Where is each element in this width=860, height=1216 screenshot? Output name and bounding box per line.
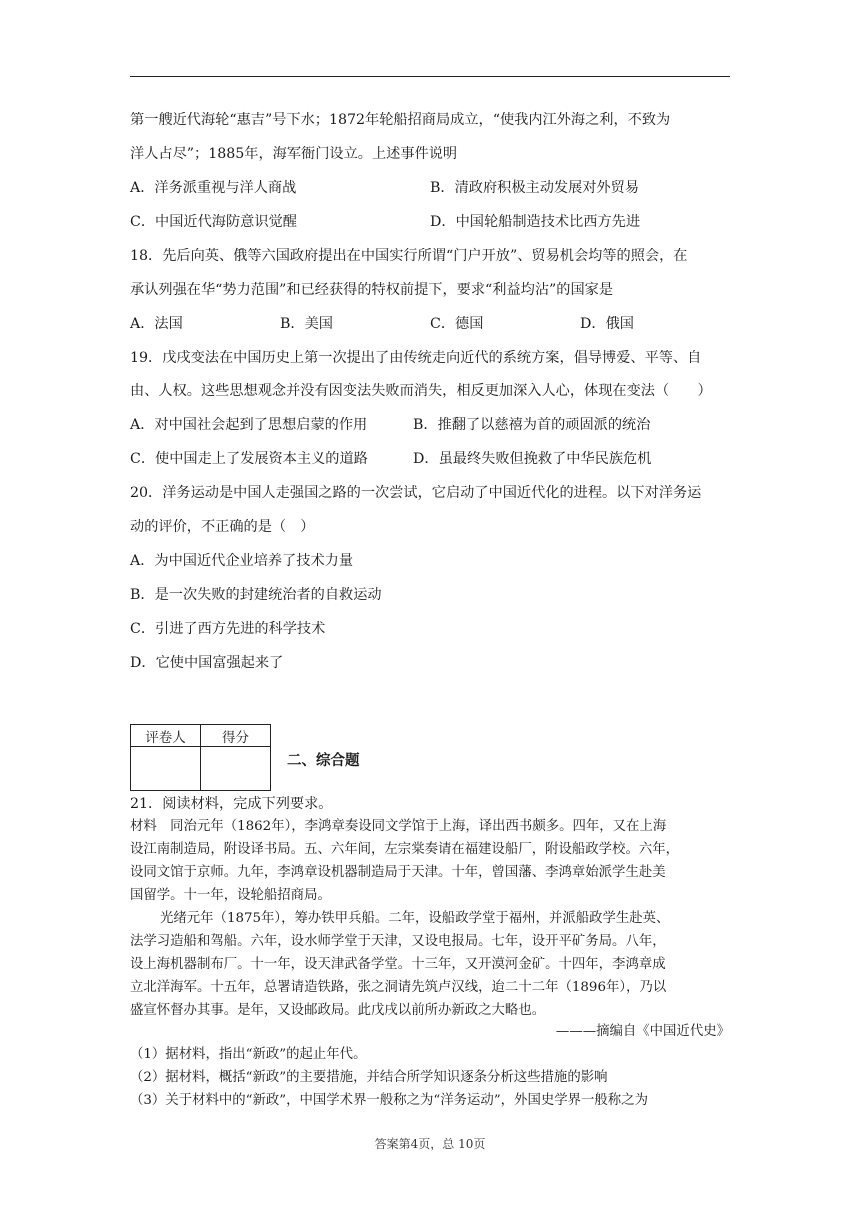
reviewer-header: 评卷人 xyxy=(131,725,201,747)
q19-stem-line1: 19．戊戌变法在中国历史上第一次提出了由传统走向近代的系统方案，倡导博爱、平等、自 xyxy=(130,350,702,366)
material-source: ———摘编自《中国近代史》 xyxy=(555,1024,730,1039)
q18-stem-line2: 承认列强在华“势力范围”和已经获得的特权前提下，要求“利益均沾”的国家是 xyxy=(130,282,614,298)
material-line: 盛宣怀督办其事。是年，又设邮政局。此戊戌以前所办新政之大略也。 xyxy=(130,1003,546,1018)
sub-question-3: （3）关于材料中的“新政”，中国学术界一般称之为“洋务运动”，外国史学界一般称之为 xyxy=(130,1093,648,1108)
q20-stem-line1: 20．洋务运动是中国人走强国之路的一次尝试，它启动了中国近代化的进程。以下对洋务运 xyxy=(130,485,702,501)
q20-stem-line2: 动的评价，不正确的是（ ） xyxy=(130,519,315,535)
header-rule xyxy=(130,76,730,77)
score-table xyxy=(130,724,271,791)
q20-option-d: D．它使中国富强起来了 xyxy=(130,655,284,671)
material-line: 设江南制造局，附设译书局。五、六年间，左宗棠奏请在福建设船厂，附设船政学校。六年， xyxy=(130,842,680,857)
q18-stem-line1: 18．先后向英、俄等六国政府提出在中国实行所谓“门户开放”、贸易机会均等的照会，在 xyxy=(130,248,688,264)
q18-option-c: C．德国 xyxy=(430,316,484,332)
q18-option-a: A．法国 xyxy=(130,316,183,332)
q20-option-b: B．是一次失败的封建统治者的自救运动 xyxy=(130,587,382,603)
q20-option-c: C．引进了西方先进的科学技术 xyxy=(130,621,326,637)
q17-option-c: C．中国近代海防意识觉醒 xyxy=(130,214,297,230)
q17-stem-line1: 第一艘近代海轮“惠吉”号下水；1872年轮船招商局成立，“使我内江外海之利，不致为 xyxy=(130,112,671,128)
q19-option-a: A．对中国社会起到了思想启蒙的作用 xyxy=(130,417,368,433)
q17-option-a: A．洋务派重视与洋人商战 xyxy=(130,180,297,196)
material-line: 设同文馆于京师。九年，李鸿章设机器制造局于天津。十年，曾国藩、李鸿章始派学生赴美 xyxy=(130,865,666,880)
score-header: 得分 xyxy=(201,725,271,747)
q19-option-b: B．推翻了以慈禧为首的顽固派的统治 xyxy=(413,417,651,433)
material-line: 材料 同治元年（1862年），李鸿章奏设同文学馆于上海，译出西书颇多。四年，又在上海 xyxy=(130,819,667,834)
q17-option-d: D．中国轮船制造技术比西方先进 xyxy=(430,214,641,230)
q18-option-d: D．俄国 xyxy=(580,316,634,332)
page-footer: 答案第4页，总 10页 xyxy=(374,1137,486,1151)
q20-option-a: A．为中国近代企业培养了技术力量 xyxy=(130,553,354,569)
material-line: 光绪元年（1875年），筹办铁甲兵船。二年，设船政学堂于福州，并派船政学生赴英、 xyxy=(160,911,670,926)
score-cell xyxy=(201,747,271,791)
q19-option-d: D．虽最终失败但挽救了中华民族危机 xyxy=(413,451,652,467)
q19-option-c: C．使中国走上了发展资本主义的道路 xyxy=(130,451,368,467)
material-line: 法学习造船和驾船。六年，设水师学堂于天津，又设电报局。七年，设开平矿务局。八年， xyxy=(130,934,666,949)
material-line: 国留学。十一年，设轮船招商局。 xyxy=(130,888,331,903)
reviewer-cell xyxy=(131,747,201,791)
q19-stem-line2: 由、人权。这些思想观念并没有因变法失败而消失，相反更加深入人心，体现在变法（ ） xyxy=(130,383,712,399)
q21-intro: 21．阅读材料，完成下列要求。 xyxy=(130,796,333,812)
q17-stem-line2: 洋人占尽”；1885年，海军衙门设立。上述事件说明 xyxy=(130,146,458,162)
material-line: 设上海机器制布厂。十一年，设天津武备学堂。十三年，又开漠河金矿。十四年，李鸿章成 xyxy=(130,957,666,972)
sub-question-2: （2）据材料，概括“新政”的主要措施，并结合所学知识逐条分析这些措施的影响 xyxy=(130,1070,608,1085)
section-title: 二、综合题 xyxy=(287,752,360,769)
q17-option-b: B．清政府积极主动发展对外贸易 xyxy=(430,180,640,196)
q18-option-b: B．美国 xyxy=(280,316,333,332)
sub-question-1: （1）据材料，指出“新政”的起止年代。 xyxy=(130,1047,367,1062)
material-line: 立北洋海军。十五年，总署请造铁路，张之洞请先筑卢汉线，迨二十二年（1896年），乃以 xyxy=(130,980,667,995)
